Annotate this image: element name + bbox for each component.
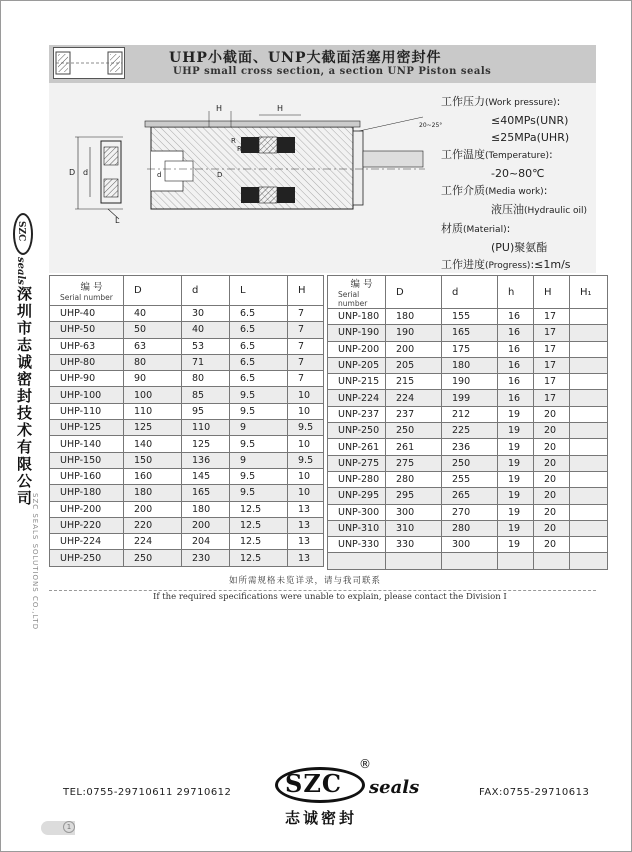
table-cell: 19	[498, 537, 534, 553]
table-cell	[570, 357, 608, 373]
table-cell: 150	[124, 452, 182, 468]
spec-pressure-label: 工作压力(Work pressure):	[441, 95, 561, 108]
table-cell	[570, 488, 608, 504]
page-number: 1	[63, 821, 75, 833]
table-cell: UHP-150	[50, 452, 124, 468]
table-cell: 13	[288, 534, 324, 550]
table-cell: UHP-160	[50, 468, 124, 484]
table-cell: 261	[386, 439, 442, 455]
dim-label-d-inner: d	[157, 171, 162, 179]
dim-label-D-inner: D	[217, 171, 223, 179]
uhp-size-table	[49, 275, 324, 567]
table-cell: 9	[230, 452, 288, 468]
table-cell: 100	[124, 387, 182, 403]
table-cell	[570, 455, 608, 471]
table-cell	[570, 309, 608, 325]
table-row	[50, 468, 324, 484]
table-cell: 155	[442, 309, 498, 325]
table-cell: UNP-310	[328, 520, 386, 536]
dim-label-R2: R	[237, 145, 242, 153]
table-cell: UHP-180	[50, 485, 124, 501]
table-cell: 110	[124, 403, 182, 419]
table-cell: 85	[182, 387, 230, 403]
note-divider	[49, 590, 596, 591]
table-cell: 30	[182, 306, 230, 322]
table-cell: 255	[442, 471, 498, 487]
table-cell: 19	[498, 504, 534, 520]
table-cell: 9.5	[230, 468, 288, 484]
spec-material-value: (PU)聚氨酯	[491, 241, 548, 254]
table-row	[50, 501, 324, 517]
table-row	[328, 406, 608, 422]
table-cell: 7	[288, 371, 324, 387]
col-header-D: D	[124, 276, 182, 306]
spec-progress-en: (Progress)	[485, 261, 531, 271]
table-cell	[328, 553, 386, 569]
table-cell	[570, 471, 608, 487]
table-row	[50, 354, 324, 370]
table-row	[50, 534, 324, 550]
side-company-name-en: SZC SEALS SOLUTIONS CO.,LTD	[31, 493, 39, 631]
table-cell: 300	[442, 537, 498, 553]
table-cell: 95	[182, 403, 230, 419]
table-cell: 180	[442, 357, 498, 373]
table-cell: 160	[124, 468, 182, 484]
table-cell: 6.5	[230, 338, 288, 354]
table-row	[50, 403, 324, 419]
table-cell: 300	[386, 504, 442, 520]
table-cell: UHP-110	[50, 403, 124, 419]
table-cell: 20	[534, 406, 570, 422]
table-cell: 110	[182, 420, 230, 436]
side-seals-text: seals	[15, 257, 26, 285]
table-header-row	[328, 276, 608, 309]
spec-material-en: (Material)	[463, 225, 507, 235]
table-cell	[534, 553, 570, 569]
table-cell: UHP-50	[50, 322, 124, 338]
table-cell: 215	[386, 374, 442, 390]
table-row	[50, 452, 324, 468]
table-cell	[570, 374, 608, 390]
table-cell: 6.5	[230, 306, 288, 322]
table-cell: 165	[442, 325, 498, 341]
table-cell: 13	[288, 550, 324, 566]
spec-media-value-cn: 液压油	[491, 203, 524, 216]
side-company-name-cn: 深圳市志诚密封技术有限公司	[15, 286, 33, 507]
spec-media-value	[441, 201, 601, 220]
table-cell: UHP-125	[50, 420, 124, 436]
table-cell: 180	[124, 485, 182, 501]
table-cell: 6.5	[230, 354, 288, 370]
table-cell: 250	[124, 550, 182, 566]
table-cell: 20	[534, 488, 570, 504]
spec-progress: 工作进度(Progress):≤1m/s	[441, 258, 571, 271]
table-cell: 9.5	[230, 485, 288, 501]
table-cell: 280	[442, 520, 498, 536]
table-cell: 19	[498, 471, 534, 487]
table-cell: 12.5	[230, 517, 288, 533]
table-row	[328, 520, 608, 536]
table-cell: UHP-63	[50, 338, 124, 354]
table-cell: 136	[182, 452, 230, 468]
table-cell: 19	[498, 455, 534, 471]
table-cell: 9.5	[230, 436, 288, 452]
table-cell: 10	[288, 468, 324, 484]
table-cell: 20	[534, 439, 570, 455]
table-cell: 9.5	[288, 452, 324, 468]
table-cell: UNP-295	[328, 488, 386, 504]
table-cell: 16	[498, 390, 534, 406]
table-cell: 225	[442, 423, 498, 439]
spec-pressure-cn: 工作压力	[441, 95, 485, 108]
unp-size-table	[327, 275, 608, 570]
table-cell: 199	[442, 390, 498, 406]
table-row	[50, 387, 324, 403]
table-cell: UHP-80	[50, 354, 124, 370]
table-row	[328, 471, 608, 487]
table-cell: 236	[442, 439, 498, 455]
seal-profile-icon	[53, 47, 125, 79]
table-cell: 180	[182, 501, 230, 517]
table-cell: 20	[534, 537, 570, 553]
table-cell	[570, 537, 608, 553]
registered-mark: ®	[359, 757, 371, 771]
table-cell: 12.5	[230, 534, 288, 550]
spec-media-en: (Media work)	[485, 187, 544, 197]
table-cell: 220	[124, 517, 182, 533]
table-row	[50, 436, 324, 452]
spec-media-cn: 工作介质	[441, 184, 485, 197]
col-header-L: L	[230, 276, 288, 306]
col-header-h: h	[498, 276, 534, 309]
contact-note-cn: 如所需规格未览详录，请与我司联系	[229, 576, 382, 586]
col-header-H1: H₁	[570, 276, 608, 309]
table-row	[50, 306, 324, 322]
table-cell: 80	[182, 371, 230, 387]
dim-label-H2: H	[277, 104, 284, 113]
table-row	[50, 485, 324, 501]
col-header-H: H	[288, 276, 324, 306]
table-cell: 7	[288, 354, 324, 370]
table-cell: 190	[386, 325, 442, 341]
table-row	[50, 338, 324, 354]
table-cell: UNP-275	[328, 455, 386, 471]
table-cell: 40	[124, 306, 182, 322]
table-cell: 16	[498, 357, 534, 373]
dim-label-R1: R	[231, 137, 236, 145]
table-cell: 9.5	[230, 403, 288, 419]
table-cell: 310	[386, 520, 442, 536]
table-cell: 19	[498, 520, 534, 536]
table-cell	[442, 553, 498, 569]
table-cell: 145	[182, 468, 230, 484]
table-cell: UNP-300	[328, 504, 386, 520]
table-cell: 212	[442, 406, 498, 422]
unp-table-body	[328, 309, 608, 570]
table-row	[328, 390, 608, 406]
table-cell: 180	[386, 309, 442, 325]
logo-cn-text: 志诚密封	[285, 809, 358, 827]
table-cell: 200	[386, 341, 442, 357]
table-cell: 270	[442, 504, 498, 520]
table-row	[328, 357, 608, 373]
table-row	[328, 504, 608, 520]
side-brand-text: SZC	[16, 221, 26, 242]
table-cell: 10	[288, 387, 324, 403]
table-row	[50, 420, 324, 436]
table-cell	[570, 504, 608, 520]
table-cell: 17	[534, 390, 570, 406]
table-cell	[570, 439, 608, 455]
logo-seals-text: seals	[369, 777, 420, 798]
table-cell: UHP-40	[50, 306, 124, 322]
table-cell: 204	[182, 534, 230, 550]
table-cell: UNP-180	[328, 309, 386, 325]
spec-pressure-uhr: ≤25MPa(UHR)	[491, 131, 570, 144]
table-cell: 224	[386, 390, 442, 406]
table-cell: 19	[498, 488, 534, 504]
dim-label-D-left: D	[69, 168, 76, 177]
col-header-serial	[50, 276, 124, 306]
spec-temp-en: (Temperature)	[485, 151, 550, 161]
page-title-cn: UHP小截面、UNP大截面活塞用密封件	[169, 50, 442, 66]
table-row	[328, 488, 608, 504]
table-cell: 50	[124, 322, 182, 338]
col-header-serial-cn: 编 号	[80, 282, 103, 293]
table-row	[328, 423, 608, 439]
spec-media-value-en: (Hydraulic oil)	[524, 206, 588, 216]
table-cell: 20	[534, 504, 570, 520]
table-cell: 125	[124, 420, 182, 436]
spec-temp-cn: 工作温度	[441, 148, 485, 161]
table-cell	[386, 553, 442, 569]
table-row	[50, 517, 324, 533]
table-cell: 224	[124, 534, 182, 550]
table-cell	[570, 341, 608, 357]
table-cell: 230	[182, 550, 230, 566]
seal-section-small	[75, 137, 123, 219]
table-cell: 140	[124, 436, 182, 452]
table-cell: UNP-237	[328, 406, 386, 422]
table-cell: 17	[534, 357, 570, 373]
table-cell: 165	[182, 485, 230, 501]
dim-label-d-left: d	[83, 168, 89, 177]
table-cell: 7	[288, 338, 324, 354]
table-header-row	[50, 276, 324, 306]
table-cell: 275	[386, 455, 442, 471]
table-cell: 20	[534, 423, 570, 439]
table-cell: 125	[182, 436, 230, 452]
table-cell: 17	[534, 374, 570, 390]
table-cell: 19	[498, 439, 534, 455]
table-row	[328, 309, 608, 325]
table-cell: 175	[442, 341, 498, 357]
footer-fax: FAX:0755-29710613	[479, 787, 590, 798]
spec-pressure-en: (Work pressure)	[485, 98, 557, 108]
table-cell: 16	[498, 341, 534, 357]
table-cell: 280	[386, 471, 442, 487]
col-header-serial-cn: 编 号	[350, 279, 373, 290]
table-cell: 63	[124, 338, 182, 354]
table-cell: UNP-200	[328, 341, 386, 357]
table-cell: 9	[230, 420, 288, 436]
spec-progress-cn: 工作进度	[441, 258, 485, 271]
table-cell: UHP-140	[50, 436, 124, 452]
dim-label-L: L	[115, 216, 120, 225]
table-cell	[570, 390, 608, 406]
table-row	[50, 550, 324, 566]
table-cell: 40	[182, 322, 230, 338]
table-cell: 90	[124, 371, 182, 387]
table-cell	[570, 325, 608, 341]
table-cell: 190	[442, 374, 498, 390]
table-cell: UNP-250	[328, 423, 386, 439]
col-header-serial	[328, 276, 386, 309]
table-cell: 10	[288, 485, 324, 501]
footer-tel: TEL:0755-29710611 29710612	[63, 787, 232, 798]
table-cell	[570, 520, 608, 536]
table-cell: UHP-200	[50, 501, 124, 517]
spec-block	[441, 93, 601, 275]
table-cell: UNP-330	[328, 537, 386, 553]
table-cell	[498, 553, 534, 569]
angle-label: 20~25°	[419, 122, 443, 129]
table-cell: UHP-224	[50, 534, 124, 550]
table-cell: 20	[534, 520, 570, 536]
table-cell: 6.5	[230, 322, 288, 338]
table-cell: 13	[288, 501, 324, 517]
table-cell: UHP-220	[50, 517, 124, 533]
table-cell: 295	[386, 488, 442, 504]
table-cell: UNP-261	[328, 439, 386, 455]
table-cell: 10	[288, 436, 324, 452]
spec-media-label: 工作介质(Media work):	[441, 184, 548, 197]
table-row	[328, 553, 608, 569]
table-cell: 265	[442, 488, 498, 504]
table-cell: 330	[386, 537, 442, 553]
table-cell: 250	[386, 423, 442, 439]
contact-note-en: If the required specifications were unable to explain, please contact the Division I	[153, 592, 507, 602]
table-row	[328, 325, 608, 341]
spec-pressure-unr: ≤40MPs(UNR)	[491, 114, 569, 127]
table-cell: 17	[534, 325, 570, 341]
table-cell: UNP-215	[328, 374, 386, 390]
spec-progress-value: ≤1m/s	[534, 258, 571, 271]
col-header-serial-en: Serial number	[338, 290, 368, 308]
table-row	[328, 439, 608, 455]
col-header-d: d	[442, 276, 498, 309]
table-cell	[570, 423, 608, 439]
table-cell	[570, 553, 608, 569]
side-brand-logo	[13, 213, 33, 255]
page-title-en: UHP small cross section, a section UNP Piston seals	[173, 66, 492, 77]
col-header-serial-en: Serial number	[60, 293, 113, 302]
table-cell: UNP-280	[328, 471, 386, 487]
table-cell: 20	[534, 455, 570, 471]
spec-material-cn: 材质	[441, 222, 463, 235]
table-row	[328, 537, 608, 553]
table-cell: 9.5	[230, 387, 288, 403]
table-cell: 7	[288, 322, 324, 338]
table-cell: 17	[534, 341, 570, 357]
table-cell: 205	[386, 357, 442, 373]
table-row	[328, 341, 608, 357]
logo-szc-text: SZC	[285, 769, 342, 798]
spec-material-label: 材质(Material):	[441, 222, 511, 235]
table-cell: UHP-100	[50, 387, 124, 403]
table-row	[328, 455, 608, 471]
table-cell: 9.5	[288, 420, 324, 436]
spec-temp-label: 工作温度(Temperature):	[441, 148, 553, 161]
spec-temp-value: -20~80℃	[491, 167, 545, 180]
table-cell: 16	[498, 374, 534, 390]
dim-label-H1: H	[216, 104, 223, 113]
table-cell: 19	[498, 423, 534, 439]
table-cell: UNP-205	[328, 357, 386, 373]
table-cell: 10	[288, 403, 324, 419]
table-row	[328, 374, 608, 390]
piston-body	[145, 121, 425, 209]
table-cell: UNP-190	[328, 325, 386, 341]
table-cell: UNP-224	[328, 390, 386, 406]
uhp-table-body	[50, 306, 324, 567]
table-cell: 200	[182, 517, 230, 533]
table-cell: 19	[498, 406, 534, 422]
table-cell: 13	[288, 517, 324, 533]
table-cell: 7	[288, 306, 324, 322]
table-cell: 71	[182, 354, 230, 370]
col-header-d: d	[182, 276, 230, 306]
table-cell: 237	[386, 406, 442, 422]
table-cell: 17	[534, 309, 570, 325]
col-header-H: H	[534, 276, 570, 309]
table-row	[50, 371, 324, 387]
table-cell: 250	[442, 455, 498, 471]
table-cell: 12.5	[230, 501, 288, 517]
table-cell: UHP-250	[50, 550, 124, 566]
table-cell	[570, 406, 608, 422]
table-cell: 16	[498, 309, 534, 325]
table-cell: 80	[124, 354, 182, 370]
table-cell: 53	[182, 338, 230, 354]
table-cell: 16	[498, 325, 534, 341]
col-header-D: D	[386, 276, 442, 309]
table-cell: 200	[124, 501, 182, 517]
table-cell: 20	[534, 471, 570, 487]
table-cell: UHP-90	[50, 371, 124, 387]
table-cell: 6.5	[230, 371, 288, 387]
table-row	[50, 322, 324, 338]
table-cell: 12.5	[230, 550, 288, 566]
company-logo	[271, 757, 431, 833]
installation-drawing	[53, 91, 443, 271]
